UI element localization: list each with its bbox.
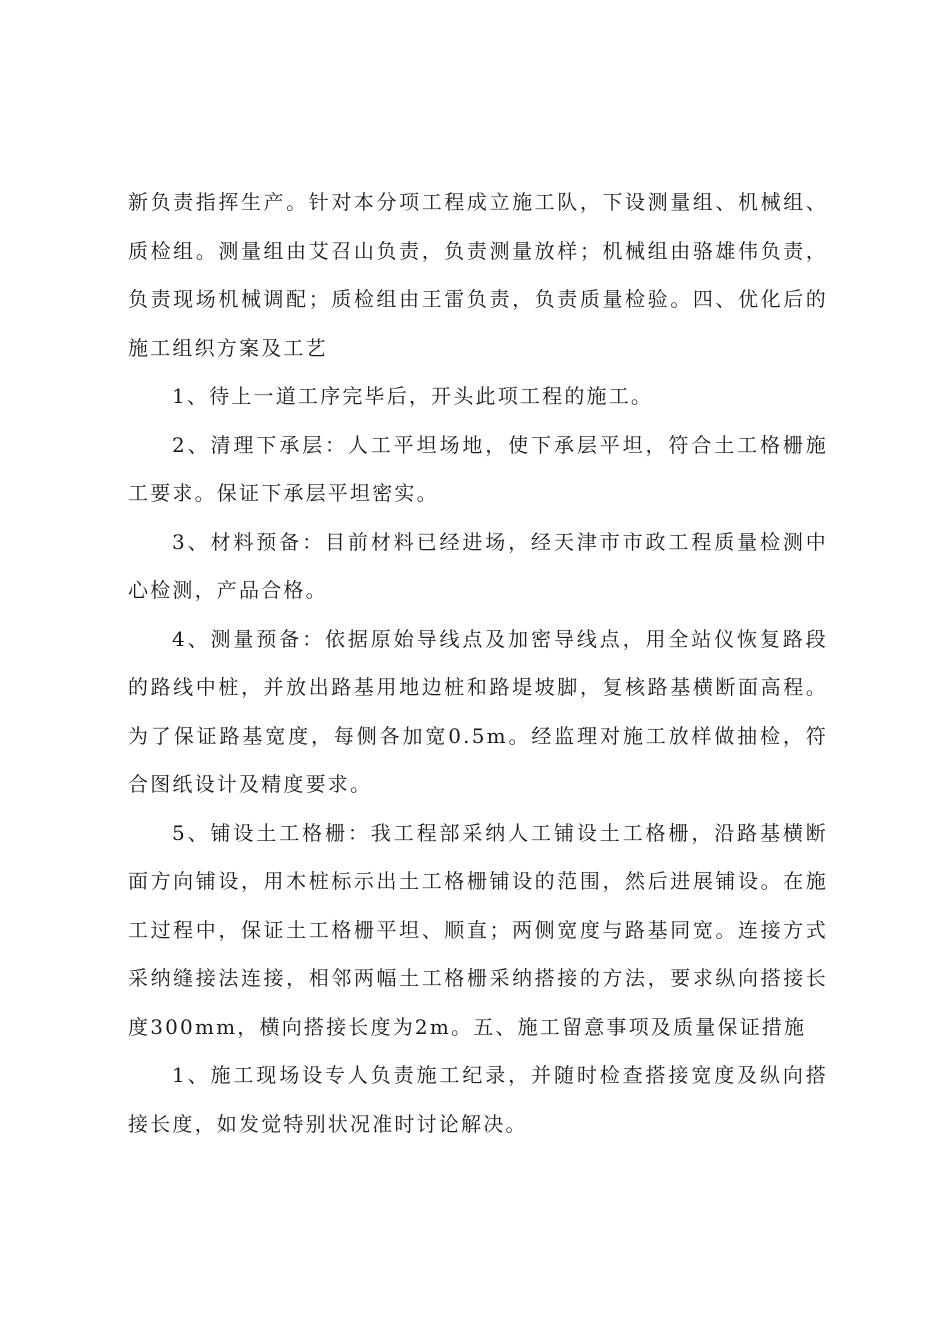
- paragraph-step-5: 5、铺设土工格栅：我工程部采纳人工铺设土工格栅，沿路基横断面方向铺设，用木桩标示出土工格栅铺设的范围，然后进展铺设。在施工过程中，保证土工格栅平坦、顺直；两侧宽度与路基同宽。连接方式采纳缝接法连接，相邻两幅土工格栅采纳搭接的方法，要求纵向搭接长度300mm，横向搭接长度为2m。五、施工留意事项及质量保证措施: [128, 820, 828, 1039]
- paragraph-step-4: 4、测量预备：依据原始导线点及加密导线点，用全站仪恢复路段的路线中桩，并放出路基用地边桩和路堤坡脚，复核路基横断面高程。为了保证路基宽度，每侧各加宽0.5m。经监理对施工放样做抽检，符合图纸设计及精度要求。: [128, 626, 828, 796]
- paragraph-step-3: 3、材料预备：目前材料已经进场，经天津市市政工程质量检测中心检测，产品合格。: [128, 529, 828, 602]
- paragraph-step-1: 1、待上一道工序完毕后，开头此项工程的施工。: [172, 384, 654, 408]
- paragraph-measure-1: 1、施工现场设专人负责施工纪录，并随时检查搭接宽度及纵向搭接长度，如发觉特别状况准时讨论解决。: [128, 1063, 828, 1136]
- paragraph-step-2: 2、清理下承层：人工平坦场地，使下承层平坦，符合土工格栅施工要求。保证下承层平坦密实。: [128, 432, 828, 505]
- body-text: [128, 178, 828, 1148]
- paragraph-intro: 新负责指挥生产。针对本分项工程成立施工队，下设测量组、机械组、质检组。测量组由艾召山负责，负责测量放样；机械组由骆雄伟负责，负责现场机械调配；质检组由王雷负责，负责质量检验。四、优化后的施工组织方案及工艺: [128, 190, 828, 360]
